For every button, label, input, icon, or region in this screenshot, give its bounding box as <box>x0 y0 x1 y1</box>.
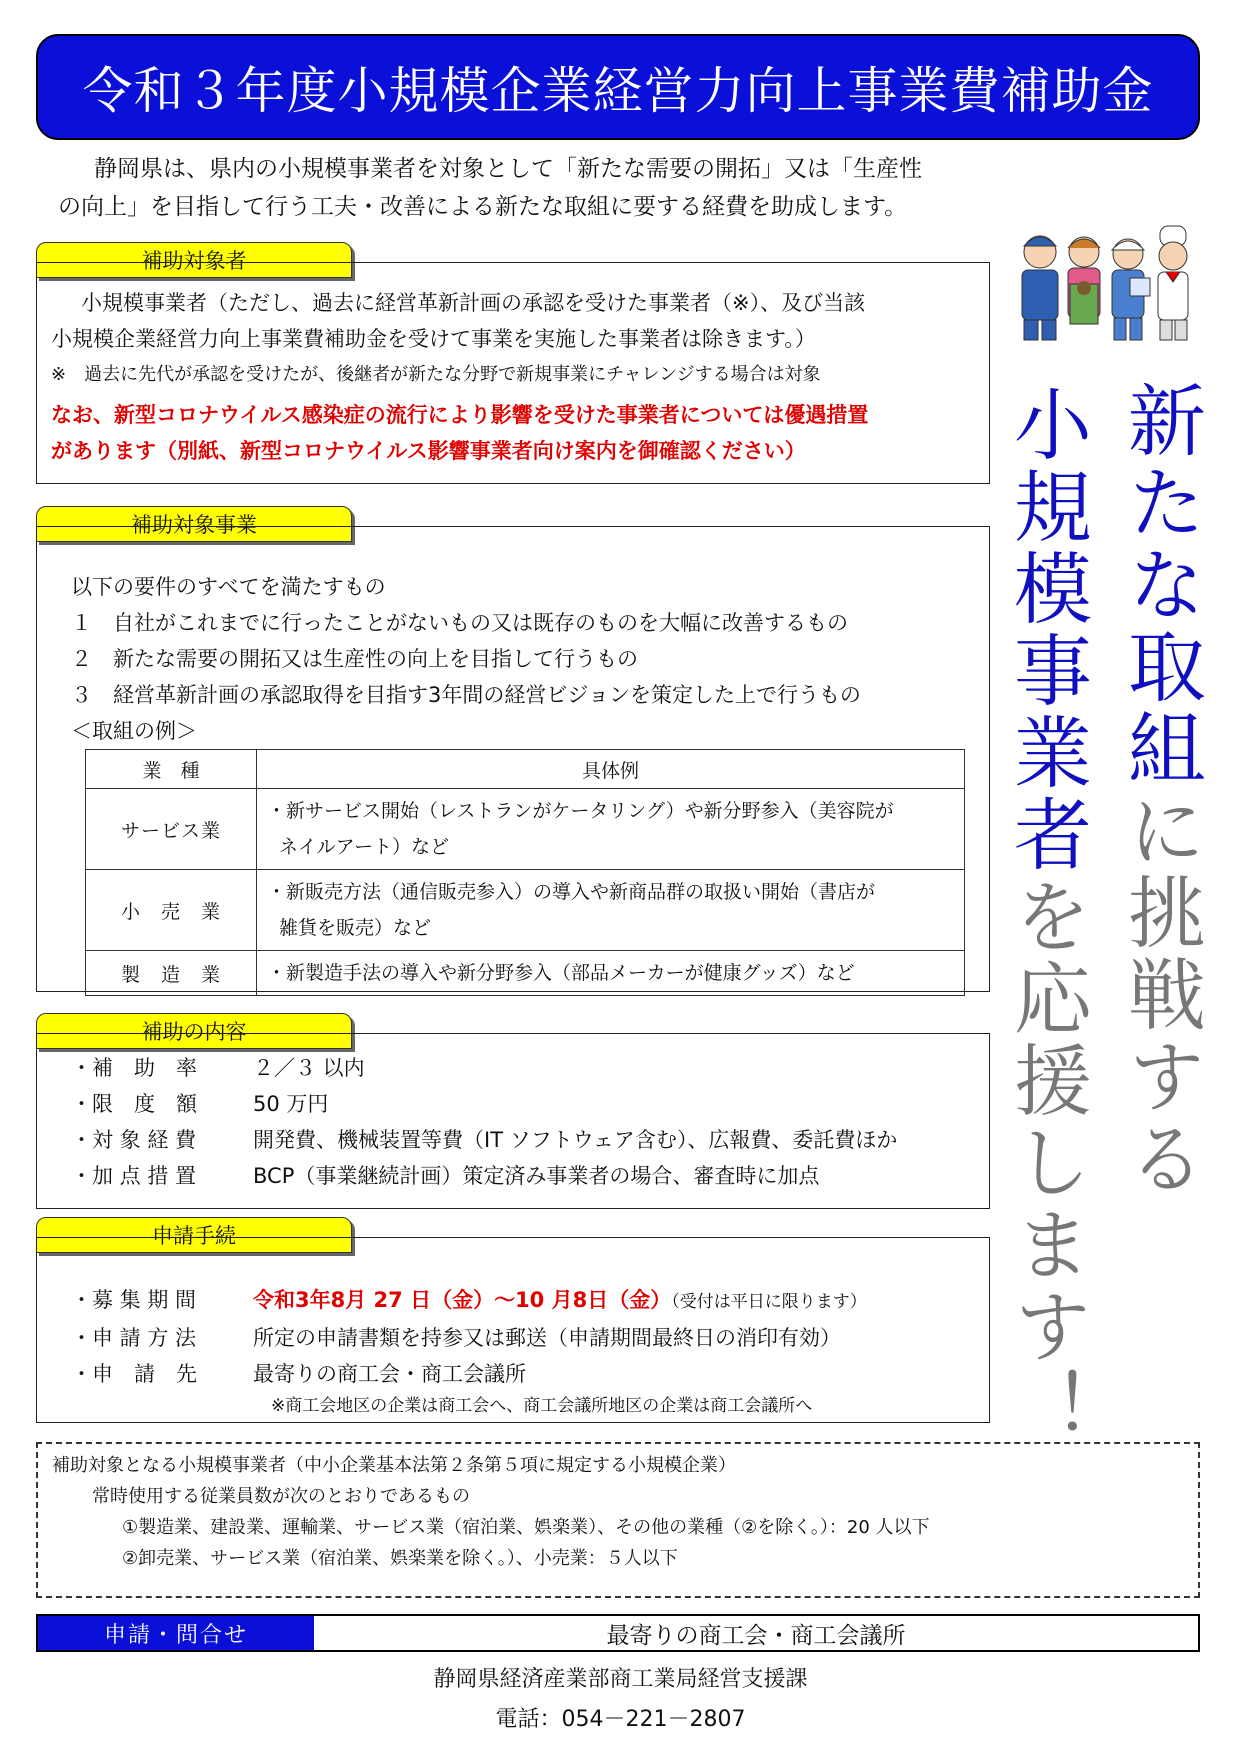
content-value: BCP（事業継続計画）策定済み事業者の場合、審査時に加点 <box>253 1164 820 1188</box>
table-row <box>86 951 965 996</box>
table-cell-category: 小 売 業 <box>86 870 257 951</box>
examples-label: ＜取組の例＞ <box>71 719 197 743</box>
projects-lead: 以下の要件のすべてを満たすもの <box>71 575 386 599</box>
eligible-covid-line-1: なお、新型コロナウイルス感染症の流行により影響を受けた事業者については優遇措置 <box>51 403 869 427</box>
dest-label: ・申 請 先 <box>71 1362 197 1386</box>
application-dest-row <box>71 1356 975 1392</box>
table-cell-category: 製 造 業 <box>86 951 257 996</box>
footer-phone: 電話：054－221－2807 <box>495 1707 746 1732</box>
section-tab-projects: 補助対象事業 <box>36 506 352 542</box>
workers-illustration-icon <box>1010 224 1200 344</box>
method-label: ・申 請 方 法 <box>71 1326 197 1350</box>
projects-req-1: １ 自社がこれまでに行ったことがないもの又は既存のものを大幅に改善するもの <box>71 611 848 635</box>
content-value: ２／３ 以内 <box>253 1056 365 1080</box>
content-row <box>71 1158 975 1194</box>
projects-req-3: ３ 経営革新計画の承認取得を目指す3年間の経営ビジョンを策定した上で行うもの <box>71 683 861 707</box>
table-header-category: 業 種 <box>86 750 257 789</box>
content-row <box>71 1122 975 1158</box>
table-row <box>86 870 965 951</box>
section-content <box>36 1033 990 1209</box>
content-label: ・限 度 額 <box>71 1092 197 1116</box>
table-cell-example: ・新製造手法の導入や新分野参入（部品メーカーが健康グッズ）など <box>257 951 965 996</box>
table-cell-example <box>257 870 965 951</box>
page-title: 令和３年度小規模企業経営力向上事業費補助金 <box>36 34 1200 140</box>
contact-value: 最寄りの商工会・商工会議所 <box>606 1622 906 1649</box>
application-period-row <box>71 1282 975 1320</box>
worker-farmer-icon <box>1068 237 1100 324</box>
table-header-row <box>86 750 965 789</box>
slogan-right <box>1114 380 1205 1200</box>
intro-text <box>58 150 1008 226</box>
examples-table <box>85 749 965 996</box>
table-header-example: 具体例 <box>257 750 965 789</box>
example-text: ・新サービス開始（レストランがケータリング）や新分野参入（美容院が <box>267 800 894 822</box>
eligible-covid-line-2: があります（別紙、新型コロナウイルス影響事業者向け案内を御確認ください） <box>51 439 806 463</box>
period-value: 令和3年8月 27 日（金）～10 月8日（金） <box>253 1288 672 1312</box>
application-method-row <box>71 1320 975 1356</box>
table-cell-category: サービス業 <box>86 789 257 870</box>
example-text: 雑貨を販売）など <box>279 917 432 939</box>
example-text: ネイルアート）など <box>279 836 450 858</box>
dest-note: ※商工会地区の企業は商工会へ、商工会議所地区の企業は商工会議所へ <box>271 1396 813 1416</box>
period-note: （受付は平日に限ります） <box>671 1292 867 1312</box>
period-label: ・募 集 期 間 <box>71 1288 197 1312</box>
section-tab-application: 申請手続 <box>36 1217 352 1253</box>
content-label: ・補 助 率 <box>71 1056 197 1080</box>
content-row <box>71 1086 975 1122</box>
section-eligible <box>36 262 990 484</box>
content-label: ・対 象 経 費 <box>71 1128 197 1152</box>
worker-chef-icon <box>1158 226 1188 340</box>
intro-line-1: 静岡県は、県内の小規模事業者を対象として「新たな需要の開拓」又は「生産性 <box>94 156 922 182</box>
notes-line-3: ①製造業、建設業、運輸業、サービス業（宿泊業、娯楽業）、その他の業種（②を除く。）：20 人以下 <box>122 1517 930 1538</box>
intro-line-2: の向上」を目指して行う工夫・改善による新たな取組に要する経費を助成します。 <box>58 194 908 220</box>
content-row <box>71 1050 975 1086</box>
slogan-left <box>1000 384 1091 1450</box>
content-label: ・加 点 措 置 <box>71 1164 197 1188</box>
section-tab-content: 補助の内容 <box>36 1013 352 1049</box>
slogan-left-blue: 小規模事業者 <box>1000 384 1091 876</box>
slogan-left-grey: を応援します！ <box>1000 876 1091 1450</box>
notes-line-2: 常時使用する従業員数が次のとおりであるもの <box>92 1486 470 1507</box>
dest-value: 最寄りの商工会・商工会議所 <box>253 1362 526 1386</box>
content-value: 開発費、機械装置等費（IT ソフトウェア含む）、広報費、委託費ほか <box>253 1128 898 1152</box>
method-value: 所定の申請書類を持参又は郵送（申請期間最終日の消印有効） <box>253 1326 841 1350</box>
content-value: 50 万円 <box>253 1092 329 1116</box>
eligible-line-2: 小規模企業経営力向上事業費補助金を受けて事業を実施した事業者は除きます。） <box>51 327 816 351</box>
slogan-right-grey: に挑戦する <box>1114 790 1205 1200</box>
worker-mechanic-icon <box>1022 236 1058 340</box>
worker-builder-icon <box>1112 239 1150 340</box>
eligible-note: ※ 過去に先代が承認を受けたが、後継者が新たな分野で新規事業にチャレンジする場合は対象 <box>51 364 821 385</box>
small-business-definition <box>36 1442 1200 1598</box>
section-tab-eligible: 補助対象者 <box>36 242 352 278</box>
footer-department: 静岡県経済産業部商工業局経営支援課 <box>433 1667 808 1692</box>
section-projects <box>36 526 990 992</box>
eligible-line-1: 小規模事業者（ただし、過去に経営革新計画の承認を受けた事業者（※）、及び当該 <box>81 291 866 315</box>
contact-label: 申請・問合せ <box>38 1616 314 1650</box>
projects-req-2: ２ 新たな需要の開拓又は生産性の向上を目指して行うもの <box>71 647 638 671</box>
notes-line-4: ②卸売業、サービス業（宿泊業、娯楽業を除く。）、小売業：５人以下 <box>122 1548 678 1569</box>
table-row <box>86 789 965 870</box>
section-application <box>36 1237 990 1423</box>
example-text: ・新販売方法（通信販売参入）の導入や新商品群の取扱い開始（書店が <box>267 881 876 903</box>
slogan-right-blue: 新たな取組 <box>1114 380 1205 790</box>
contact-bar <box>36 1614 1200 1652</box>
table-cell-example <box>257 789 965 870</box>
notes-line-1: 補助対象となる小規模事業者（中小企業基本法第２条第５項に規定する小規模企業） <box>52 1455 736 1476</box>
